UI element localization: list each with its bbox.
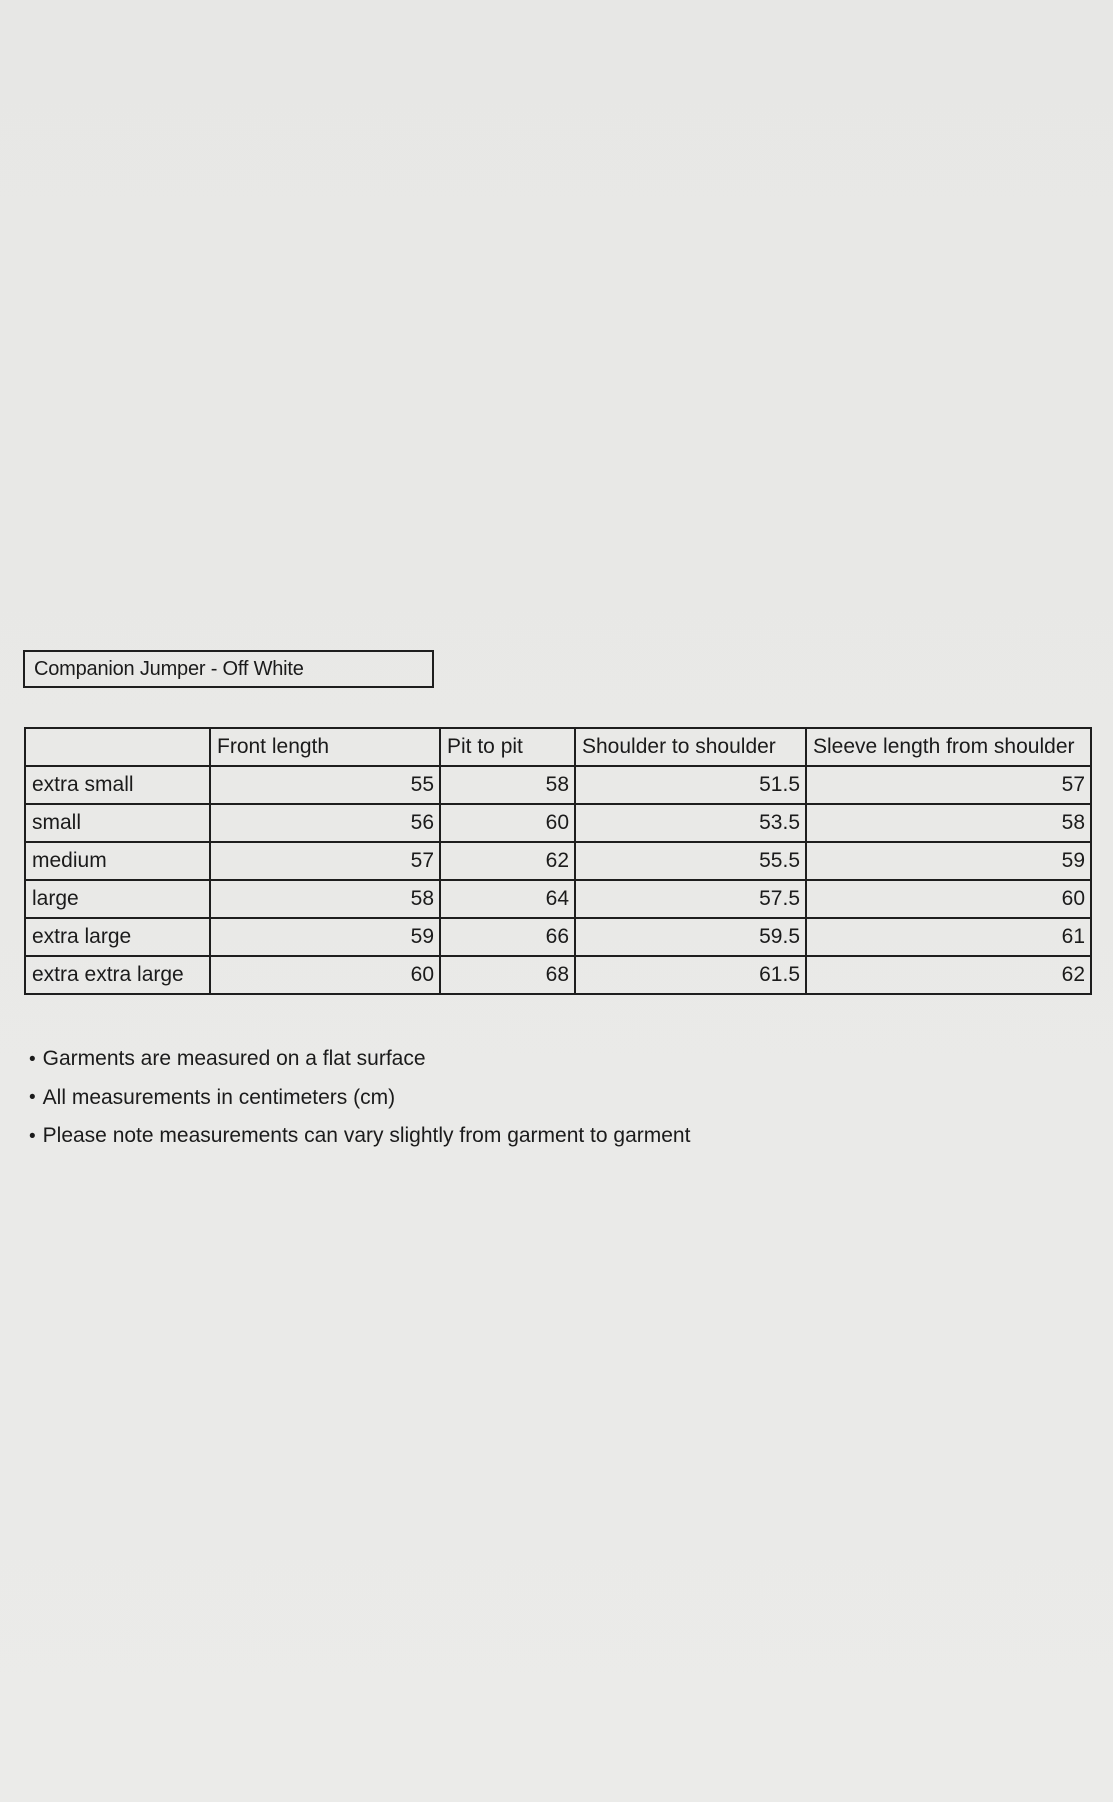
table-row-small — [25, 804, 1091, 842]
pit-to-pit-value: 66 — [440, 918, 575, 956]
pit-to-pit-value: 64 — [440, 880, 575, 918]
front-length-value: 57 — [210, 842, 440, 880]
size-label: extra large — [25, 918, 210, 956]
sleeve-length-value: 61 — [806, 918, 1091, 956]
notes-list — [29, 1040, 690, 1156]
pit-to-pit-value: 58 — [440, 766, 575, 804]
shoulder-to-shoulder-value: 57.5 — [575, 880, 806, 918]
size-label: small — [25, 804, 210, 842]
sleeve-length-value: 58 — [806, 804, 1091, 842]
shoulder-to-shoulder-value: 59.5 — [575, 918, 806, 956]
bullet-icon: • — [29, 1048, 36, 1070]
header-cell-size — [25, 728, 210, 766]
front-length-value: 56 — [210, 804, 440, 842]
front-length-value: 59 — [210, 918, 440, 956]
sleeve-length-value: 59 — [806, 842, 1091, 880]
product-title: Companion Jumper - Off White — [34, 657, 304, 680]
front-length-value: 60 — [210, 956, 440, 994]
pit-to-pit-value: 62 — [440, 842, 575, 880]
sleeve-length-value: 57 — [806, 766, 1091, 804]
header-row — [25, 728, 1091, 766]
bullet-icon: • — [29, 1125, 36, 1147]
size-label: extra small — [25, 766, 210, 804]
shoulder-to-shoulder-value: 51.5 — [575, 766, 806, 804]
header-cell-pit-to-pit: Pit to pit — [440, 728, 575, 766]
size-label: extra extra large — [25, 956, 210, 994]
front-length-value: 58 — [210, 880, 440, 918]
size-label: large — [25, 880, 210, 918]
front-length-value: 55 — [210, 766, 440, 804]
pit-to-pit-value: 60 — [440, 804, 575, 842]
table-row-extra-large — [25, 918, 1091, 956]
sleeve-length-value: 62 — [806, 956, 1091, 994]
header-cell-shoulder-to-shoulder: Shoulder to shoulder — [575, 728, 806, 766]
product-title-box — [23, 650, 434, 688]
shoulder-to-shoulder-value: 61.5 — [575, 956, 806, 994]
note-item — [29, 1079, 690, 1118]
pit-to-pit-value: 68 — [440, 956, 575, 994]
table-row-medium — [25, 842, 1091, 880]
table-row-extra-extra-large — [25, 956, 1091, 994]
sleeve-length-value: 60 — [806, 880, 1091, 918]
note-text: All measurements in centimeters (cm) — [42, 1085, 396, 1109]
header-cell-sleeve-length: Sleeve length from shoulder — [806, 728, 1091, 766]
header-cell-front-length: Front length — [210, 728, 440, 766]
note-text: Garments are measured on a flat surface — [42, 1047, 426, 1071]
size-label: medium — [25, 842, 210, 880]
table-row-large — [25, 880, 1091, 918]
shoulder-to-shoulder-value: 53.5 — [575, 804, 806, 842]
note-text: Please note measurements can vary slightly from garment to garment — [42, 1124, 691, 1148]
note-item — [29, 1040, 690, 1079]
size-chart-table — [24, 727, 1092, 995]
table-row-extra-small — [25, 766, 1091, 804]
bullet-icon: • — [29, 1087, 36, 1109]
shoulder-to-shoulder-value: 55.5 — [575, 842, 806, 880]
note-item — [29, 1117, 690, 1156]
